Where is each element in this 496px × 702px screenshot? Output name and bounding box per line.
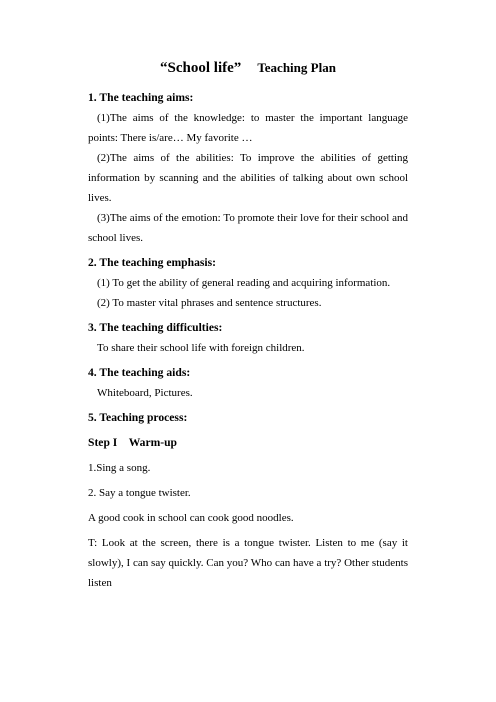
aids-paragraph: Whiteboard, Pictures.: [97, 387, 193, 399]
document-title: [0, 60, 496, 76]
emphasis-item-1: (1) To get the ability of general reading and acquiring information.: [97, 277, 391, 289]
step-heading-warmup: Step I Warm-up: [88, 436, 178, 449]
document-body: [88, 88, 408, 593]
aims-knowledge-paragraph: (1)The aims of the knowledge: to master the important language points: There is/are… My favorite …: [88, 112, 408, 144]
section-heading-aims: 1. The teaching aims:: [88, 91, 194, 104]
warmup-item-2: 2. Say a tongue twister.: [88, 487, 191, 499]
difficulties-paragraph: To share their school life with foreign children.: [97, 342, 305, 354]
section-heading-emphasis: 2. The teaching emphasis:: [88, 256, 216, 269]
emphasis-item-2: (2) To master vital phrases and sentence structures.: [97, 297, 322, 309]
teacher-instruction-paragraph: T: Look at the screen, there is a tongue twister. Listen to me (say it slowly), I can say quickly. Can you? Who can have a try? Other students listen: [88, 537, 408, 589]
title-prefix: “School life”: [160, 60, 242, 76]
section-heading-difficulties: 3. The teaching difficulties:: [88, 321, 223, 334]
warmup-item-1: 1.Sing a song.: [88, 462, 151, 474]
title-spacer: [245, 60, 255, 75]
aims-emotion-paragraph: (3)The aims of the emotion: To promote their love for their school and school lives.: [88, 212, 408, 244]
tongue-twister-text: A good cook in school can cook good noodles.: [88, 512, 294, 524]
aims-abilities-paragraph: (2)The aims of the abilities: To improve the abilities of getting information by scanning and the abilities of talking about own school lives.: [88, 152, 408, 204]
section-heading-aids: 4. The teaching aids:: [88, 366, 191, 379]
section-heading-process: 5. Teaching process:: [88, 411, 188, 424]
title-suffix: Teaching Plan: [257, 60, 336, 75]
